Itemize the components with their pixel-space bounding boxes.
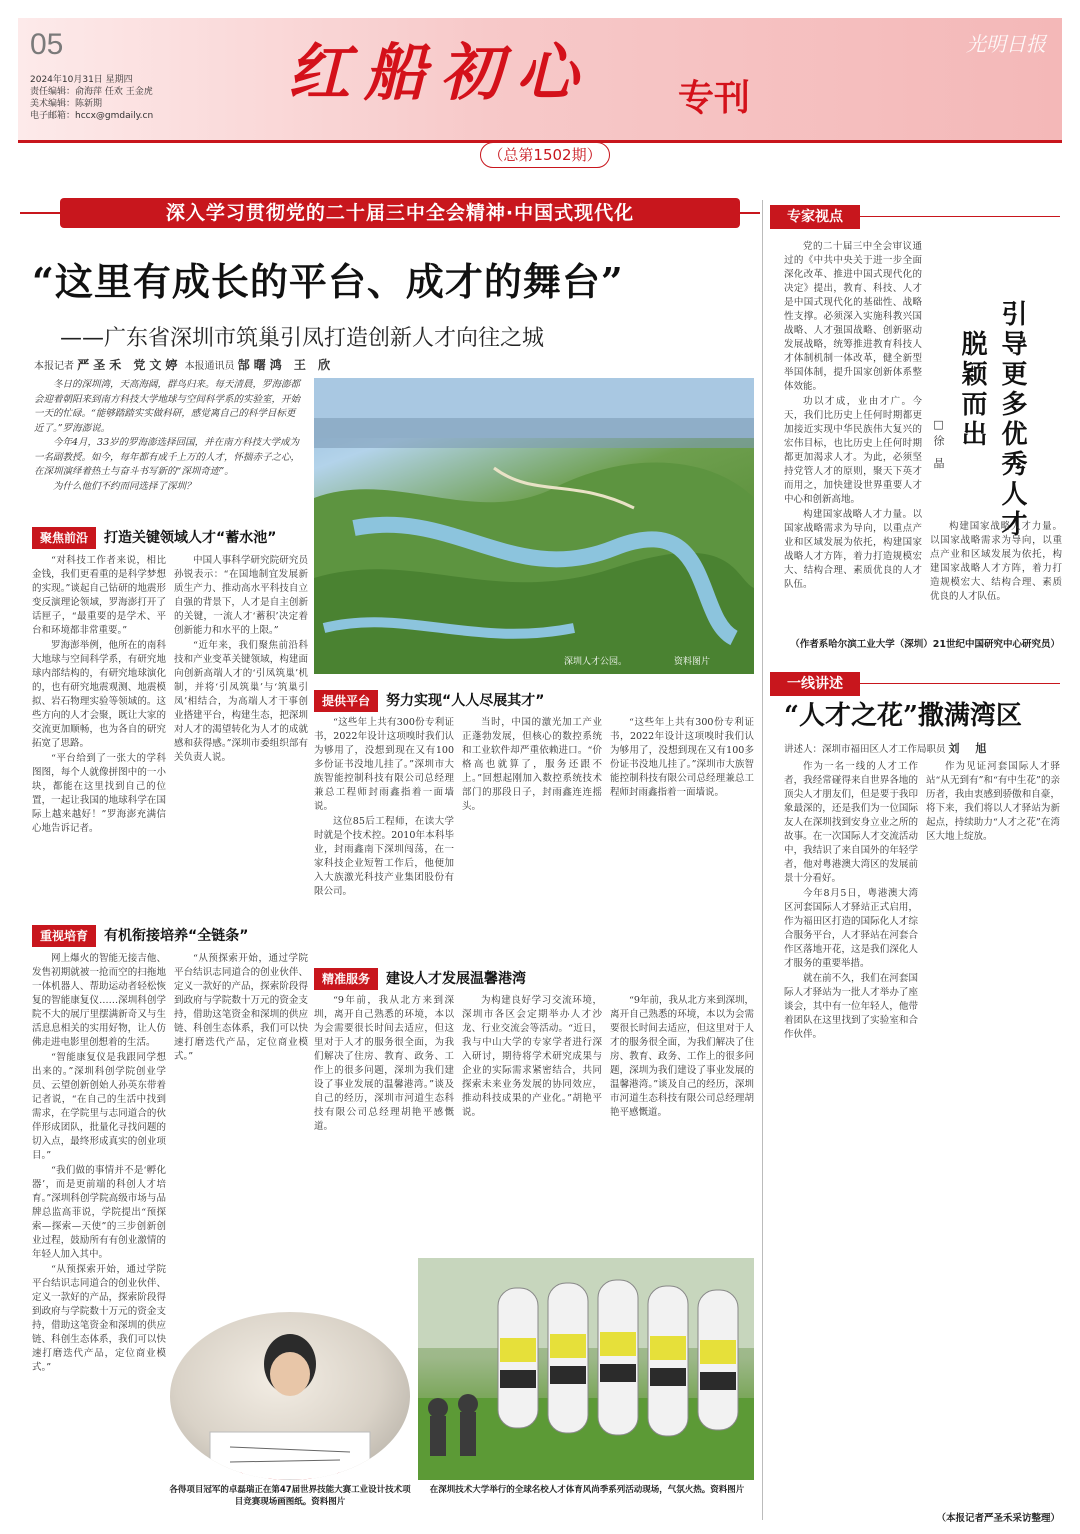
frontline-byline (784, 740, 992, 756)
section-paragraph: 当时，中国的激光加工产业正蓬勃发展，但核心的数控系统和工业软件却严重依赖进口。“价格高也就算了，服务还跟不上。”回想起刚加入数控系统技术部门的那段日子，封雨鑫连连摇头。 (462, 717, 602, 812)
intro-paragraph: 今年4月，33岁的罗海澎选择回国，并在南方科技大学成为一名副教授。如今，每年都有成千上万的人才，怀揣赤子之心，在深圳演绎着热土与奋斗书写新的“深圳奇迹”。 (34, 437, 301, 477)
frontline-note: （本报记者严圣禾采访整理） (936, 1513, 1060, 1524)
section-1-column-1 (32, 554, 166, 906)
editor-line: 责任编辑：俞海萍 任欢 王金虎 (30, 87, 153, 97)
expert-paragraph: 功以才成，业由才广。今天，我们比历史上任何时期都更加接近实现中华民族伟大复兴的宏伟目标，也比历史上任何时期都更加渴求人才。为此，必须坚持党管人才的原则，聚天下英才而用之，加快建设世界重要人才中心和创新高地。 (784, 396, 922, 505)
article-subheadline: ——广东省深圳市筑巢引凤打造创新人才向往之城 (60, 326, 545, 351)
issue-number: （总第1502期） (480, 142, 610, 168)
section-title: 建设人才发展温馨港湾 (386, 971, 527, 987)
frontline-paragraph: 作为一名一线的人才工作者，我经常碰得来自世界各地的顶尖人才朋友们，但是要于我印象最深的，还是我们为一位国际友人在深圳找到安身立业之所的故事。在一次国际人才交流活动中，我结识了来自国外的年轻学者，他对粤港澳大湾区的发展前景十分看好。 (784, 761, 918, 884)
reporter-names: 严圣禾 党文婷 (77, 358, 182, 372)
section-paragraph: “平台给到了一张大的学科图图，每个人就像拼图中的一小块，都能在这里找到自己的位置，一起让我国的地球科学在国际上越来越好！”罗海澎充满信心地告诉记者。 (32, 753, 166, 834)
newspaper-logo: 光明日报 (966, 32, 1046, 56)
section-2-column-1 (314, 716, 454, 912)
designer-photo-caption: 各得项目冠军的卓磊瑞正在第47届世界技能大赛工业设计技术项目竞赛现场画图纸。资料图片 (169, 1485, 411, 1507)
byline-prefix: 本报记者 (34, 361, 74, 372)
section-3-column-2 (174, 952, 308, 1304)
section-header-frontier (32, 527, 304, 549)
intro-paragraph: 冬日的深圳湾，天高海阔，群鸟归来。每天清晨，罗海澎都会迎着朝阳来到南方科技大学地球与空间科学系的实验室，开始一天的忙碌。“能够踏踏实实做科研，感觉离自己的科学目标更近了。”罗海澎说。 (34, 379, 301, 434)
expert-section-tag: 专家视点 (770, 205, 860, 229)
section-header-platform (314, 690, 754, 712)
frontline-headline: “人才之花”撒满湾区 (784, 701, 1022, 731)
section-4-column-3 (610, 994, 754, 1250)
expert-author-note: （作者系哈尔滨工业大学（深圳）21世纪中国研究中心研究员） (790, 639, 1060, 650)
photo-caption: 深圳人才公园。 (564, 657, 628, 667)
section-paragraph: 这位85后工程师，在读大学时就是个技术控。2010年本科毕业，封雨鑫南下深圳闯荡，在一家科技企业短暂工作后，他便加入大族激光科技产业集团股份有限公司。 (314, 816, 454, 897)
expert-paragraph: 党的二十届三中全会审议通过的《中共中央关于进一步全面深化改革、推进中国式现代化的决定》提出，教育、科技、人才是中国式现代化的基础性、战略性支撑。必须深入实施科教兴国战略、人才强国战略、创新驱动发展战略，统筹推进教育科技人才体制机制一体改革，健全新型举国体制，提升国家创新体系整体效能。 (784, 241, 922, 392)
expert-paragraph: 构建国家战略人才力量。以国家战略需求为导向，以重点产业和区域发展为依托，构建国家战略人才方阵，着力打造规模宏大、结构合理、素质优良的人才队伍。 (930, 521, 1062, 602)
sports-event-illustration (418, 1258, 754, 1480)
section-paragraph: “这些年上共有300份专利证书，2022年设计这项嗅时我们认为够用了，没想到现在又有100多份证书没地儿挂了。”深圳市大族智能控制科技有限公司总经理兼总工程师封雨鑫指着一面墙说。 (610, 717, 754, 798)
email-line: 电子邮箱：hccx@gmdaily.cn (30, 111, 154, 121)
photo-credit: 资料图片 (674, 657, 711, 667)
article-headline: “这里有成长的平台、成才的舞台” (32, 259, 624, 304)
section-paragraph: 为构建良好学习交流环境，深圳市各区会定期举办人才沙龙、行业交流会等活动。“近日，我与中山大学的专家学者进行深入研讨，期待将学术研究成果与企业的实际需求紧密结合，共同探索未来业务发展的协同效应，推动科技成果的产业化。”胡艳平说。 (462, 995, 602, 1118)
correspondent-names: 郜曙鸿 王 欣 (237, 358, 335, 372)
intro-paragraph: 为什么他们不约而同选择了深圳？ (53, 480, 196, 492)
date-line: 2024年10月31日 星期四 (30, 75, 133, 85)
section-title: 努力实现“人人尽展其才” (386, 693, 545, 709)
masthead-subtitle: 专刊 (678, 78, 751, 119)
park-illustration (314, 378, 754, 674)
masthead (18, 18, 1062, 143)
column-divider (762, 200, 763, 1520)
section-2-column-3 (610, 716, 754, 912)
designer-photo (170, 1312, 410, 1480)
section-paragraph: 中国人事科学研究院研究员孙锐表示：“在国地制宜发展新质生产力、推动高水平科技自立自强的背景下，人才是自主创新的关键，一流人才‘蓄积’决定着创新能力和水平的上限。” (174, 555, 308, 636)
section-tag: 提供平台 (314, 690, 378, 712)
section-paragraph: “我们做的事情并不是‘孵化器’，而是更前端的科创人才培育。”深圳科创学院高级市场与品牌总监高菲说，学院提出“预探索—探索—天使”的三步创新创业过程，鼓励所有有创业激情的年轻人加入其中。 (32, 1165, 166, 1260)
frontline-paragraph: 今年8月5日，粤港澳大湾区河套国际人才驿站正式启用，作为福田区打造的国际化人才综合服务平台，人才驿站在河套合作区落地开花，这是我们深化人才服务的重要举措。 (784, 888, 918, 969)
frontline-section-tag: 一线讲述 (770, 672, 860, 696)
speaker-prefix: 讲述人：深圳市福田区人才工作局职员 (784, 744, 946, 755)
talent-park-photo (314, 378, 754, 674)
section-paragraph: 罗海澎举例，他所在的南科大地球与空间科学系，有研究地球内部结构的，有研究地球演化的，也有研究地震观测、地震模拟、岩石物理实验等领域的。这些方向的人才会聚，既让大家的交流更加顺畅，也为各自的研究拓宽了思路。 (32, 640, 166, 749)
section-paragraph: “这些年上共有300份专利证书，2022年设计这项嗅时我们认为够用了，没想到现在又有100多份证书没地儿挂了。”深圳市大族智能控制科技有限公司总经理兼总工程师封雨鑫指着一面墙说。 (314, 717, 454, 812)
section-title: 打造关键领域人才“蓄水池” (104, 530, 277, 546)
expert-column-1 (784, 240, 922, 635)
section-paragraph: “智能康复仪是我跟同学想出来的。”深圳科创学院创业学员、云望创新创始人孙英东带着记者说，“在自己的生活中找到需求，在学院里与志同道合的伙伴形成团队，批量化寻找问题的切入点，最终形成真实的创业项目。” (32, 1052, 166, 1161)
frontline-paragraph: 作为见证河套国际人才驿站“从无到有”和“有中生花”的亲历者，我由衷感到骄傲和自豪，将下来，我们将以人才驿站为新起点，持续助力“人才之花”在湾区大地上绽放。 (926, 761, 1060, 842)
masthead-title: 红船初心 (288, 36, 593, 109)
section-paragraph: “从预探索开始，通过学院平台结识志同道合的创业伙伴、定义一款好的产品，探索阶段得到政府与学院数十万元的资金支持，借助这笔资金和深圳的供应链、科创生态体系，我们可以快速打磨迭代产品，定位商业模式。” (174, 953, 308, 1062)
section-header-cultivation (32, 925, 304, 947)
masthead-meta (30, 74, 153, 122)
section-paragraph: “9年前，我从北方来到深圳，离开自己熟悉的环境，本以为会需要很长时间去适应，但这里对于人才的服务很全面，为我们解决了住房、教育、政务、工作上的很多问题，深圳为我们建设了事业发展的温馨港湾。”谈及自己的经历，深圳市河道生态科技有限公司总经理胡艳平感慨道。 (610, 995, 754, 1118)
section-4-column-1 (314, 994, 454, 1250)
frontline-paragraph: 就在前不久，我们在河套国际人才驿站为一批人才举办了座谈会，其中有一位年轻人，他带着团队在这里找到了实验室和合作伙伴。 (784, 973, 918, 1040)
speaker-name: 刘 旭 (948, 742, 993, 755)
section-paragraph: 网上爆火的智能无接吉他、发售初期就被一抢而空的扫拖地一体机器人、帮助运动者轻松恢复的智能康复仪……深圳科创学院不大的展厅里摆满新奇又与生活息息相关的实用好物，让人仿佛走进电影里创想着的生活。 (32, 953, 166, 1048)
section-tag: 精准服务 (314, 968, 378, 990)
sports-event-photo (418, 1258, 754, 1480)
designer-illustration (170, 1312, 410, 1480)
section-paragraph: “近年来，我们聚焦前沿科技和产业变革关键领域，构建面向创新高端人才的‘引凤筑巢’机制，并将‘引凤筑巢’与‘筑巢引凤’相结合，为高端人才干事创业搭建平台，构建生态，把深圳对人才的渴望转化为人才的成就感和获得感。”深圳市委组织部有关负责人说。 (174, 640, 308, 763)
section-title: 有机衔接培养“全链条” (104, 928, 249, 944)
byline-prefix-2: 本报通讯员 (184, 361, 235, 372)
section-2-column-2 (462, 716, 602, 912)
section-4-column-2 (462, 994, 602, 1250)
art-editor-line: 美术编辑：陈新期 (30, 99, 103, 109)
frontline-column-1 (784, 760, 918, 1508)
expert-column-2 (930, 520, 1062, 635)
theme-banner: 深入学习贯彻党的二十届三中全会精神·中国式现代化 (60, 198, 740, 228)
article-intro (34, 378, 302, 494)
section-paragraph: “9年前，我从北方来到深圳，离开自己熟悉的环境，本以为会需要很长时间去适应，但这里对于人才的服务很全面，为我们解决了住房、教育、政务、工作上的很多问题，深圳为我们建设了事业发展的温馨港湾。”谈及自己的经历，深圳市河道生态科技有限公司总经理胡艳平感慨道。 (314, 995, 454, 1132)
frontline-column-2 (926, 760, 1060, 1508)
expert-title-line-1: 引导更多优秀人才 (997, 300, 1027, 540)
expert-paragraph: 构建国家战略人才力量。以国家战略需求为导向，以重点产业和区域发展为依托，构建国家战略人才方阵，着力打造规模宏大、结构合理、素质优良的人才队伍。 (784, 509, 922, 590)
page-number: 05 (30, 28, 64, 61)
section-1-column-2 (174, 554, 308, 906)
section-tag: 聚焦前沿 (32, 527, 96, 549)
expert-author: □徐 晶 (932, 418, 945, 473)
section-paragraph: “对科技工作者来说，相比金钱，我们更看重的是科学梦想的实现。”谈起自己钻研的地震形变反演理论领域，罗海澎打开了话匣子，“最重要的是学术、平台和环境都非常重要。” (32, 555, 166, 636)
expert-title-line-2: 脱颖而出 (957, 330, 987, 450)
section-paragraph: “从预探索开始，通过学院平台结识志同道合的创业伙伴、定义一款好的产品，探索阶段得到政府与学院数十万元的资金支持，借助这笔资金和深圳的供应链、科创生态体系，我们可以快速打磨迭代产品，定位商业模式。” (32, 1264, 166, 1373)
section-tag: 重视培育 (32, 925, 96, 947)
section-3-column-1 (32, 952, 166, 1517)
article-byline (34, 358, 334, 374)
sports-event-caption: 在深圳技术大学举行的全球名校人才体育风尚季系列活动现场，气氛火热。资料图片 (429, 1485, 745, 1495)
section-header-service (314, 968, 754, 990)
